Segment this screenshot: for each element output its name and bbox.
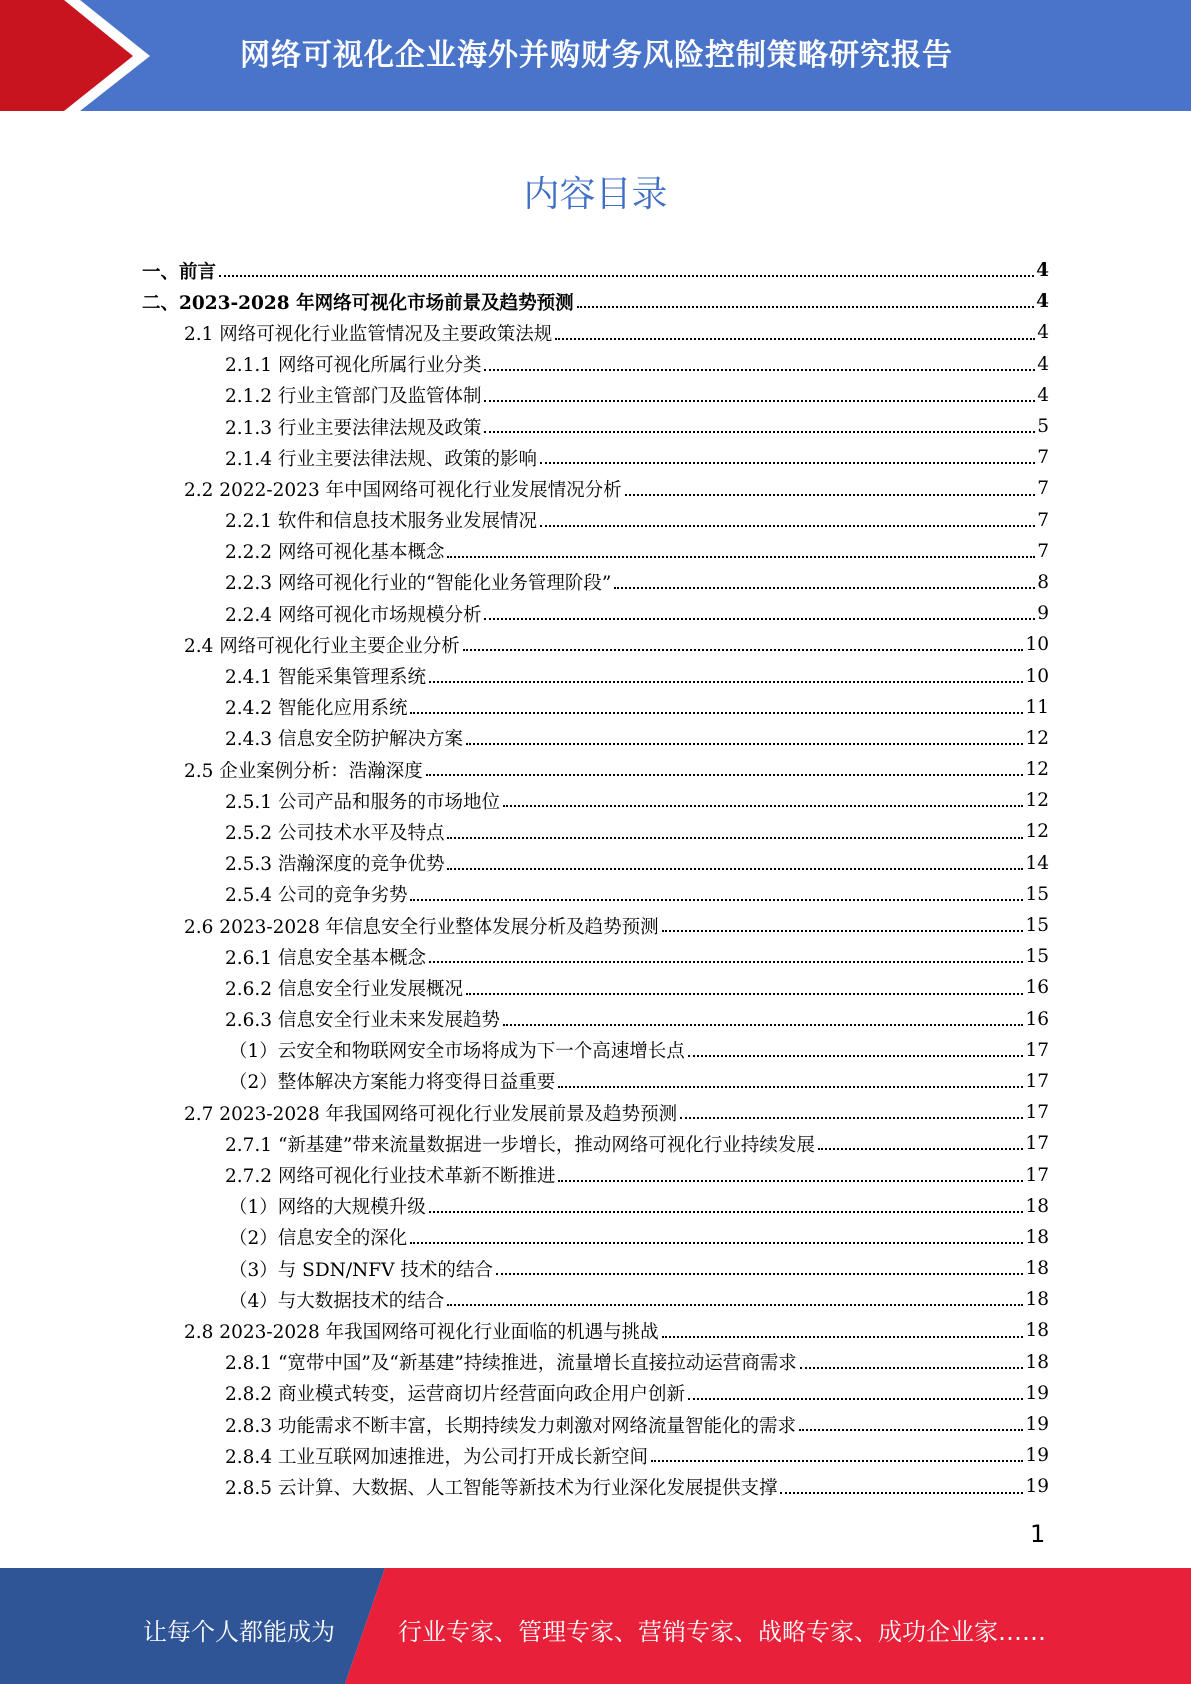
toc-entry-page: 4 [1037, 384, 1049, 406]
toc-entry-page: 17 [1025, 1164, 1049, 1186]
toc-leader-dots [496, 1273, 1024, 1275]
toc-entry-label: 2.7 2023-2028 年我国网络可视化行业发展前景及趋势预测 [184, 1103, 678, 1125]
toc-entry-label: 二、2023-2028 年网络可视化市场前景及趋势预测 [142, 292, 574, 314]
toc-entry[interactable] [142, 473, 1049, 504]
toc-entry[interactable] [142, 1409, 1049, 1440]
toc-entry-label: 2.2.4 网络可视化市场规模分析 [225, 604, 482, 626]
toc-entry[interactable] [142, 879, 1049, 910]
toc-entry[interactable] [142, 754, 1049, 785]
toc-entry-page: 7 [1037, 540, 1049, 562]
toc-entry-label: 2.5.4 公司的竞争劣势 [225, 885, 408, 907]
toc-entry-label: 2.8.1 “宽带中国”及“新基建”持续推进，流量增长直接拉动运营商需求 [225, 1353, 797, 1375]
toc-entry-page: 7 [1037, 478, 1049, 500]
toc-leader-dots [219, 275, 1034, 277]
toc-entry-label: （3）与 SDN/NFV 技术的结合 [229, 1259, 493, 1281]
toc-entry-page: 18 [1025, 1258, 1049, 1280]
toc-leader-dots [651, 1460, 1023, 1462]
toc-entry-page: 18 [1025, 1195, 1049, 1217]
toc-leader-dots [447, 1304, 1023, 1306]
toc-leader-dots [410, 1242, 1023, 1244]
toc-entry-label: 一、前言 [142, 261, 217, 283]
toc-entry[interactable] [142, 1191, 1049, 1222]
toc-entry[interactable] [142, 536, 1049, 567]
toc-entry[interactable] [142, 723, 1049, 754]
toc-entry[interactable] [142, 255, 1049, 286]
table-of-contents [142, 255, 1049, 1503]
toc-entry-page: 17 [1025, 1133, 1049, 1155]
report-title: 网络可视化企业海外并购财务风险控制策略研究报告 [240, 38, 953, 73]
toc-entry[interactable] [142, 286, 1049, 317]
toc-entry-page: 18 [1025, 1351, 1049, 1373]
toc-entry-page: 19 [1025, 1476, 1049, 1498]
toc-entry-page: 15 [1025, 883, 1049, 905]
toc-entry-label: （2）整体解决方案能力将变得日益重要 [229, 1072, 556, 1094]
toc-entry[interactable] [142, 1222, 1049, 1253]
toc-leader-dots [662, 1336, 1024, 1338]
header-bar [0, 0, 1191, 111]
toc-entry-label: 2.4.2 智能化应用系统 [225, 698, 408, 720]
toc-leader-dots [426, 774, 1024, 776]
toc-entry[interactable] [142, 1284, 1049, 1315]
toc-entry-label: 2.8.5 云计算、大数据、人工智能等新技术为行业深化发展提供支撑 [225, 1477, 778, 1499]
toc-leader-dots [466, 993, 1023, 995]
toc-leader-dots [463, 649, 1024, 651]
toc-leader-dots [447, 868, 1023, 870]
toc-entry-label: 2.2 2022-2023 年中国网络可视化行业发展情况分析 [184, 479, 622, 501]
toc-entry[interactable] [142, 442, 1049, 473]
toc-entry-label: 2.1.4 行业主要法律法规、政策的影响 [225, 448, 537, 470]
toc-leader-dots [503, 1024, 1023, 1026]
toc-entry-page: 17 [1025, 1070, 1049, 1092]
toc-entry-label: 2.8 2023-2028 年我国网络可视化行业面临的机遇与挑战 [184, 1321, 659, 1343]
toc-entry-page: 4 [1036, 260, 1049, 282]
toc-entry-page: 17 [1025, 1039, 1049, 1061]
toc-leader-dots [680, 1117, 1023, 1119]
toc-entry-label: 2.6 2023-2028 年信息安全行业整体发展分析及趋势预测 [184, 916, 659, 938]
toc-entry-label: 2.1 网络可视化行业监管情况及主要政策法规 [184, 323, 553, 345]
toc-entry-page: 18 [1025, 1320, 1049, 1342]
toc-entry-label: （4）与大数据技术的结合 [229, 1290, 445, 1312]
toc-entry-label: 2.2.3 网络可视化行业的“智能化业务管理阶段” [225, 573, 612, 595]
toc-entry-label: 2.6.2 信息安全行业发展概况 [225, 978, 463, 1000]
toc-entry-label: 2.5.1 公司产品和服务的市场地位 [225, 791, 500, 813]
toc-entry-page: 14 [1025, 852, 1049, 874]
toc-leader-dots [410, 712, 1023, 714]
toc-leader-dots [429, 681, 1023, 683]
toc-entry-page: 19 [1025, 1414, 1049, 1436]
toc-leader-dots [818, 1148, 1024, 1150]
toc-entry-label: 2.4 网络可视化行业主要企业分析 [184, 635, 460, 657]
toc-entry-page: 19 [1025, 1445, 1049, 1467]
toc-entry-page: 4 [1037, 353, 1049, 375]
toc-leader-dots [688, 1055, 1024, 1057]
toc-entry[interactable] [142, 598, 1049, 629]
toc-entry[interactable] [142, 1440, 1049, 1471]
toc-entry-label: （1）网络的大规模升级 [229, 1197, 426, 1219]
toc-entry[interactable] [142, 1347, 1049, 1378]
toc-entry-page: 12 [1025, 790, 1049, 812]
toc-entry[interactable] [142, 910, 1049, 941]
toc-leader-dots [484, 431, 1035, 433]
toc-entry-page: 10 [1025, 665, 1049, 687]
toc-entry-page: 19 [1025, 1382, 1049, 1404]
toc-leader-dots [540, 462, 1035, 464]
toc-leader-dots [558, 1086, 1023, 1088]
toc-leader-dots [625, 494, 1036, 496]
footer-slogan-left: 让每个人都能成为 [143, 1618, 335, 1646]
toc-entry[interactable] [142, 411, 1049, 442]
toc-entry-label: 2.8.4 工业互联网加速推进，为公司打开成长新空间 [225, 1446, 648, 1468]
toc-entry[interactable] [142, 1035, 1049, 1066]
toc-leader-dots [540, 525, 1035, 527]
toc-entry-page: 10 [1025, 634, 1049, 656]
toc-entry[interactable] [142, 1066, 1049, 1097]
toc-entry-label: 2.5 企业案例分析：浩瀚深度 [184, 760, 423, 782]
toc-entry-page: 5 [1037, 416, 1049, 438]
toc-entry-page: 11 [1025, 696, 1049, 718]
toc-entry-label: 2.1.3 行业主要法律法规及政策 [225, 417, 482, 439]
toc-entry[interactable] [142, 1159, 1049, 1190]
toc-entry-page: 4 [1036, 291, 1049, 313]
toc-entry[interactable] [142, 785, 1049, 816]
toc-entry-page: 9 [1037, 603, 1049, 625]
toc-leader-dots [577, 306, 1035, 308]
toc-entry-label: （2）信息安全的深化 [229, 1228, 408, 1250]
toc-heading: 内容目录 [523, 174, 668, 215]
toc-entry[interactable] [142, 1097, 1049, 1128]
toc-entry[interactable] [142, 972, 1049, 1003]
toc-leader-dots [780, 1492, 1023, 1494]
toc-entry-page: 8 [1037, 571, 1049, 593]
toc-leader-dots [662, 930, 1024, 932]
toc-entry-page: 18 [1025, 1226, 1049, 1248]
toc-entry-label: （1）云安全和物联网安全市场将成为下一个高速增长点 [229, 1041, 685, 1063]
toc-entry-page: 12 [1025, 821, 1049, 843]
toc-entry-page: 16 [1025, 977, 1049, 999]
toc-entry-label: 2.7.1 “新基建”带来流量数据进一步增长，推动网络可视化行业持续发展 [225, 1134, 815, 1156]
toc-entry-label: 2.2.2 网络可视化基本概念 [225, 542, 445, 564]
toc-leader-dots [799, 1429, 1023, 1431]
toc-leader-dots [447, 556, 1035, 558]
toc-leader-dots [484, 618, 1035, 620]
page-number: 1 [1030, 1520, 1046, 1548]
toc-entry-label: 2.6.3 信息安全行业未来发展趋势 [225, 1010, 500, 1032]
toc-entry-label: 2.5.2 公司技术水平及特点 [225, 822, 445, 844]
toc-leader-dots [800, 1367, 1024, 1369]
toc-leader-dots [484, 369, 1035, 371]
toc-entry[interactable] [142, 660, 1049, 691]
toc-entry[interactable] [142, 1471, 1049, 1502]
footer-bar [0, 1568, 1191, 1684]
toc-entry-label: 2.4.3 信息安全防护解决方案 [225, 729, 463, 751]
toc-entry[interactable] [142, 941, 1049, 972]
toc-entry-page: 7 [1037, 447, 1049, 469]
toc-entry-page: 7 [1037, 509, 1049, 531]
toc-leader-dots [484, 400, 1035, 402]
toc-entry-label: 2.8.2 商业模式转变，运营商切片经营面向政企用户创新 [225, 1384, 685, 1406]
footer-slogan-right: 行业专家、管理专家、营销专家、战略专家、成功企业家…… [398, 1618, 1046, 1646]
toc-leader-dots [688, 1398, 1023, 1400]
toc-leader-dots [410, 899, 1023, 901]
toc-entry-page: 16 [1025, 1008, 1049, 1030]
toc-entry[interactable] [142, 629, 1049, 660]
toc-entry[interactable] [142, 349, 1049, 380]
toc-entry-page: 15 [1025, 915, 1049, 937]
toc-leader-dots [503, 805, 1023, 807]
toc-entry[interactable] [142, 317, 1049, 348]
toc-entry[interactable] [142, 816, 1049, 847]
toc-entry-label: 2.1.1 网络可视化所属行业分类 [225, 355, 482, 377]
toc-entry-page: 17 [1025, 1102, 1049, 1124]
toc-entry[interactable] [142, 505, 1049, 536]
toc-entry[interactable] [142, 1004, 1049, 1035]
toc-entry-label: 2.5.3 浩瀚深度的竞争优势 [225, 854, 445, 876]
toc-entry-label: 2.1.2 行业主管部门及监管体制 [225, 386, 482, 408]
toc-entry[interactable] [142, 567, 1049, 598]
toc-entry-page: 4 [1037, 322, 1049, 344]
toc-leader-dots [555, 338, 1035, 340]
toc-entry[interactable] [142, 1253, 1049, 1284]
toc-entry-label: 2.8.3 功能需求不断丰富，长期持续发力刺激对网络流量智能化的需求 [225, 1415, 796, 1437]
toc-entry-page: 12 [1025, 759, 1049, 781]
toc-leader-dots [614, 587, 1035, 589]
toc-leader-dots [429, 961, 1023, 963]
toc-entry[interactable] [142, 692, 1049, 723]
toc-entry-page: 12 [1025, 727, 1049, 749]
toc-entry[interactable] [142, 1128, 1049, 1159]
toc-entry-page: 15 [1025, 946, 1049, 968]
toc-entry-label: 2.2.1 软件和信息技术服务业发展情况 [225, 511, 537, 533]
toc-entry-page: 18 [1025, 1289, 1049, 1311]
toc-leader-dots [447, 837, 1023, 839]
toc-entry[interactable] [142, 1315, 1049, 1346]
toc-entry-label: 2.7.2 网络可视化行业技术革新不断推进 [225, 1166, 556, 1188]
toc-entry[interactable] [142, 848, 1049, 879]
toc-entry-label: 2.6.1 信息安全基本概念 [225, 947, 426, 969]
header-red-chevron [0, 0, 133, 111]
toc-leader-dots [558, 1180, 1023, 1182]
toc-entry[interactable] [142, 380, 1049, 411]
toc-leader-dots [466, 743, 1023, 745]
toc-leader-dots [429, 1211, 1024, 1213]
toc-entry-label: 2.4.1 智能采集管理系统 [225, 667, 426, 689]
toc-entry[interactable] [142, 1378, 1049, 1409]
